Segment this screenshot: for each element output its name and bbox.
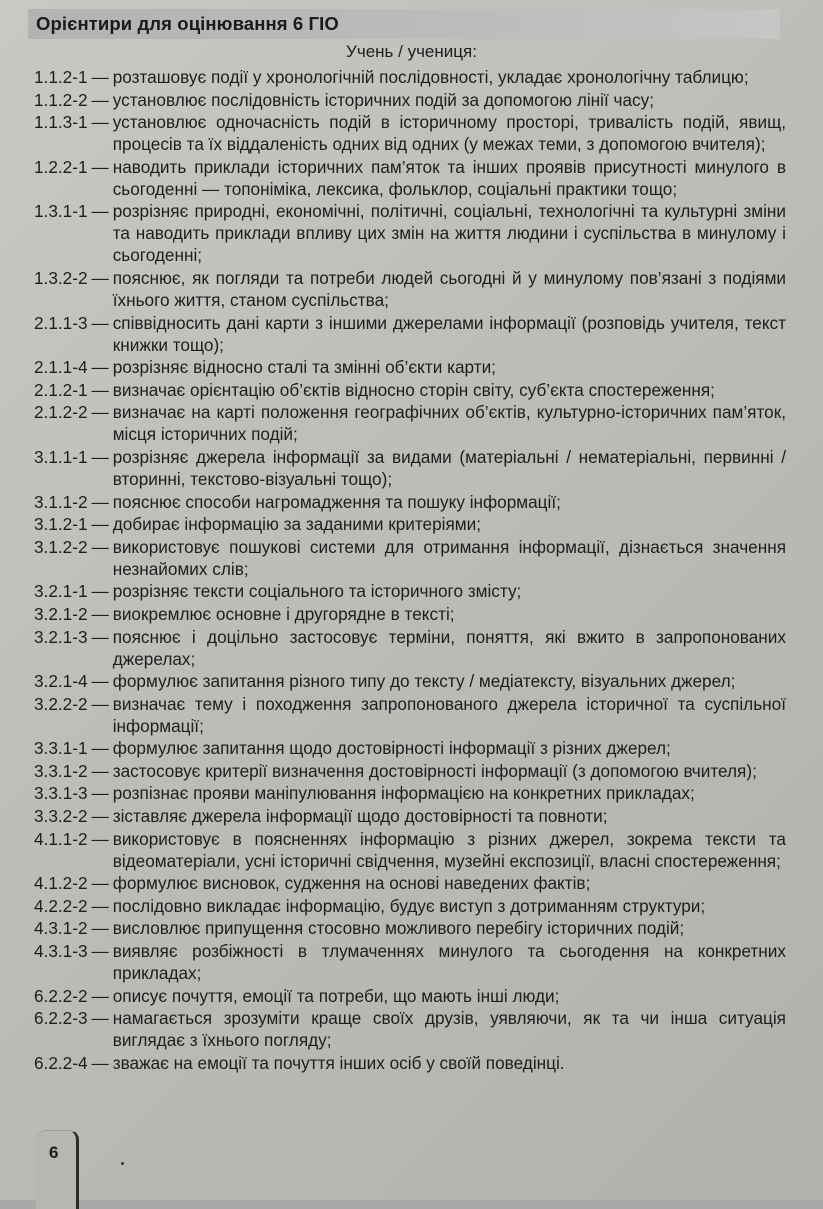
criteria-text: наводить приклади історичних пам’яток та інших проявів присутності минулого в сьогоденні — топоніміка, лексика, фольклор, соціальні практики тощо; [112, 156, 786, 199]
criteria-item [34, 1007, 786, 1051]
criteria-item [34, 940, 786, 984]
criteria-item [34, 267, 786, 311]
criteria-text: добирає інформацію за заданими критеріями; [112, 514, 481, 535]
criteria-code: 6.2.2-2 [34, 985, 88, 1006]
criteria-code: 2.1.1-4 [34, 357, 88, 378]
criteria-code: 3.3.1-3 [34, 783, 88, 804]
criteria-item [34, 737, 786, 759]
criteria-code: 3.3.2-2 [34, 806, 88, 827]
dash-separator: — [91, 491, 109, 512]
dash-separator: — [91, 626, 109, 647]
criteria-code: 2.1.2-2 [34, 402, 88, 423]
criteria-text: застосовує критерії визначення достовірності інформації (з допомогою вчителя); [112, 760, 757, 781]
criteria-item [34, 536, 786, 580]
criteria-item [34, 580, 786, 602]
criteria-code: 3.1.1-1 [34, 446, 88, 467]
criteria-item [34, 917, 786, 939]
dash-separator: — [91, 873, 109, 894]
criteria-code: 4.1.1-2 [34, 828, 88, 849]
dash-separator: — [91, 112, 109, 133]
criteria-item [34, 89, 786, 111]
criteria-text: пояснює і доцільно застосовує терміни, поняття, які вжито в запропонованих джерелах; [112, 626, 786, 669]
criteria-text: використовує пошукові системи для отримання інформації, дізнається значення незнайомих слів; [112, 536, 786, 579]
criteria-text: розрізняє тексти соціального та історичного змісту; [112, 581, 522, 602]
criteria-item [34, 491, 786, 513]
page-number: 6 [49, 1143, 59, 1162]
dash-separator: — [91, 985, 109, 1006]
dash-separator: — [91, 89, 109, 110]
criteria-text: розрізняє джерела інформації за видами (матеріальні / нематеріальні, первинні / вторинні, текстово-візуальні тощо); [112, 446, 786, 489]
criteria-code: 6.2.2-3 [34, 1008, 88, 1029]
criteria-text: пояснює, як погляди та потреби людей сьогодні й у минулому пов’язані з подіями їхнього життя, станом суспільства; [112, 267, 786, 310]
criteria-item [34, 379, 786, 401]
criteria-text: зіставляє джерела інформації щодо достовірності та повноти; [112, 806, 608, 827]
criteria-item [34, 401, 786, 445]
criteria-item [34, 895, 786, 917]
dash-separator: — [91, 267, 109, 288]
criteria-code: 2.1.2-1 [34, 379, 88, 400]
criteria-code: 3.2.1-3 [34, 626, 88, 647]
criteria-item [34, 872, 786, 894]
subtitle: Учень / учениця: [346, 42, 477, 61]
dash-separator: — [91, 738, 109, 759]
criteria-code: 3.2.1-2 [34, 603, 88, 624]
criteria-item [34, 603, 786, 625]
criteria-text: послідовно викладає інформацію, будує виступ з дотриманням структури; [112, 895, 706, 916]
dash-separator: — [91, 514, 109, 535]
criteria-code: 3.3.1-2 [34, 760, 88, 781]
criteria-code: 1.1.2-1 [34, 67, 88, 87]
criteria-item [34, 156, 786, 200]
criteria-text: зважає на емоції та почуття інших осіб у своїй поведінці. [112, 1052, 565, 1073]
criteria-code: 3.3.1-1 [34, 738, 88, 759]
criteria-code: 1.2.2-1 [34, 156, 88, 177]
criteria-item [34, 805, 786, 827]
dash-separator: — [91, 941, 109, 962]
criteria-text: використовує в поясненнях інформацію з різних джерел, зокрема тексти та відеоматеріали, усні історичні свідчення, музейні експозиції, власні спостереження; [112, 828, 786, 871]
dash-separator: — [91, 156, 109, 177]
criteria-text: розрізняє природні, економічні, політичні, соціальні, технологічні та культурні зміни та наводить приклади впливу цих змін на життя людини і суспільства в минулому і сьогоденні; [112, 201, 786, 266]
dash-separator: — [91, 67, 109, 87]
criteria-item [34, 1052, 786, 1074]
criteria-text: розташовує події у хронологічній послідовності, укладає хронологічну таблицю; [112, 67, 749, 87]
criteria-item [34, 446, 786, 490]
page-number-tab [36, 1130, 79, 1209]
dash-separator: — [91, 536, 109, 557]
dash-separator: — [91, 581, 109, 602]
dash-separator: — [91, 693, 109, 714]
dash-separator: — [91, 312, 109, 333]
criteria-text: співвідносить дані карти з іншими джерелами інформації (розповідь учителя, текст книжки тощо); [112, 312, 786, 355]
criteria-text: установлює послідовність історичних подій за допомогою лінії часу; [112, 89, 654, 110]
criteria-code: 4.2.2-2 [34, 895, 88, 916]
dash-separator: — [91, 828, 109, 849]
criteria-code: 3.2.1-4 [34, 671, 88, 692]
dash-separator: — [91, 783, 109, 804]
criteria-item [34, 693, 786, 737]
criteria-text: висловлює припущення стосовно можливого перебігу історичних подій; [112, 918, 685, 939]
criteria-code: 3.1.2-1 [34, 514, 88, 535]
dash-separator: — [91, 201, 109, 222]
criteria-code: 1.1.2-2 [34, 89, 88, 110]
dash-separator: — [91, 671, 109, 692]
dash-separator: — [91, 760, 109, 781]
criteria-text: описує почуття, емоції та потреби, що мають інші люди; [112, 985, 560, 1006]
criteria-item [34, 670, 786, 692]
dash-separator: — [91, 379, 109, 400]
dash-separator: — [91, 603, 109, 624]
dash-separator: — [91, 446, 109, 467]
criteria-text: установлює одночасність подій в історичному просторі, тривалість подій, явищ, процесів та їх віддаленість одних від одних (у межах теми, з допомогою вчителя); [112, 112, 786, 155]
criteria-item [34, 66, 786, 88]
dash-separator: — [91, 402, 109, 423]
criteria-text: формулює висновок, судження на основі наведених фактів; [112, 873, 591, 894]
criteria-code: 1.3.2-2 [34, 267, 88, 288]
criteria-text: пояснює способи нагромадження та пошуку інформації; [112, 491, 561, 512]
dash-separator: — [91, 895, 109, 916]
criteria-text: формулює запитання щодо достовірності інформації з різних джерел; [112, 738, 671, 759]
dash-separator: — [91, 357, 109, 378]
criteria-item [34, 760, 786, 782]
criteria-text: розпізнає прояви маніпулювання інформацією на конкретних прикладах; [112, 783, 695, 804]
dash-separator: — [91, 806, 109, 827]
print-speck [121, 1162, 124, 1165]
criteria-text: намагається зрозуміти краще своїх друзів, уявляючи, як та чи інша ситуація виглядає з їхнього погляду; [112, 1008, 786, 1051]
criteria-text: розрізняє відносно сталі та змінні об’єкти карти; [112, 357, 496, 378]
criteria-code: 2.1.1-3 [34, 312, 88, 333]
criteria-code: 3.2.1-1 [34, 581, 88, 602]
criteria-text: визначає на карті положення географічних об’єктів, культурно-історичних пам’яток, місця історичних подій; [112, 402, 786, 445]
criteria-code: 6.2.2-4 [34, 1052, 88, 1073]
criteria-item [34, 312, 786, 356]
criteria-item [34, 200, 786, 266]
criteria-item [34, 985, 786, 1007]
criteria-item [34, 111, 786, 155]
dash-separator: — [91, 918, 109, 939]
criteria-code: 4.3.1-2 [34, 918, 88, 939]
criteria-item [34, 828, 786, 872]
criteria-code: 3.1.2-2 [34, 536, 88, 557]
criteria-text: визначає орієнтацію об’єктів відносно сторін світу, суб’єкта спостереження; [112, 379, 715, 400]
criteria-text: виокремлює основне і другорядне в тексті; [112, 603, 455, 624]
dash-separator: — [91, 1052, 109, 1073]
criteria-list [34, 66, 786, 1074]
criteria-text: визначає тему і походження запропонованого джерела історичної та суспільної інформації; [112, 693, 786, 736]
criteria-code: 3.2.2-2 [34, 693, 88, 714]
criteria-item [34, 513, 786, 535]
criteria-text: формулює запитання різного типу до тексту / медіатексту, візуальних джерел; [112, 671, 736, 692]
criteria-code: 4.3.1-3 [34, 941, 88, 962]
criteria-code: 4.1.2-2 [34, 873, 88, 894]
criteria-text: виявляє розбіжності в тлумаченнях минулого та сьогодення на конкретних прикладах; [112, 941, 786, 984]
criteria-item [34, 782, 786, 804]
criteria-code: 1.3.1-1 [34, 201, 88, 222]
criteria-item [34, 626, 786, 670]
criteria-code: 1.1.3-1 [34, 112, 88, 133]
criteria-code: 3.1.1-2 [34, 491, 88, 512]
dash-separator: — [91, 1008, 109, 1029]
criteria-item [34, 356, 786, 378]
page-title: Орієнтири для оцінювання 6 ГІО [36, 13, 339, 34]
